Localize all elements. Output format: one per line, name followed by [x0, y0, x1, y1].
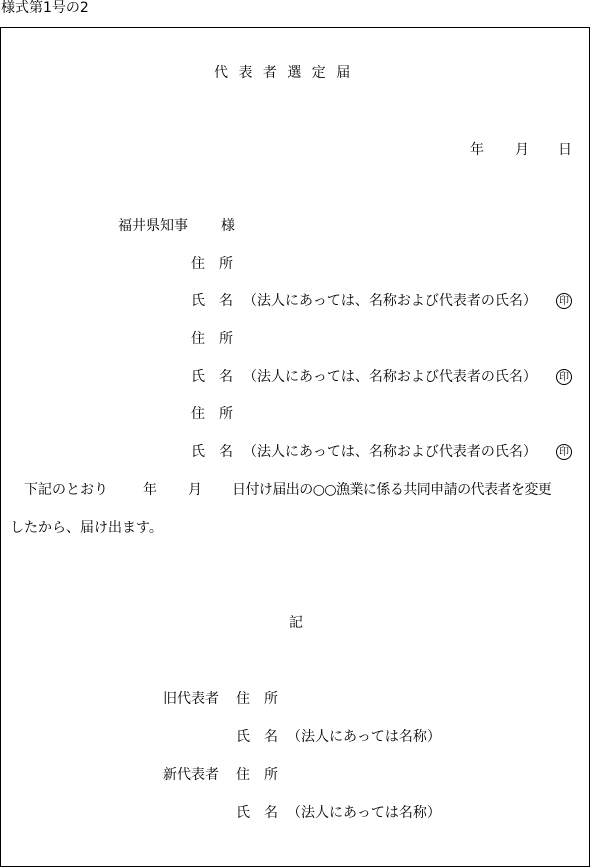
old-rep-address-label: 住 所	[236, 691, 278, 707]
applicant-2-name-note: （法人にあっては、名称および代表者の氏名）	[243, 369, 537, 385]
note-heading: 記	[289, 615, 303, 631]
addressee-honorific: 様	[221, 218, 235, 234]
new-rep-name-note: （法人にあっては名称）	[287, 805, 441, 821]
old-rep-label: 旧代表者	[163, 691, 219, 707]
body-line1-year: 年	[143, 482, 157, 498]
seal-mark: 印	[556, 369, 572, 385]
applicant-3-name-note: （法人にあっては、名称および代表者の氏名）	[243, 444, 537, 460]
date-month-label: 月	[515, 142, 529, 158]
applicant-2-name-label: 氏 名	[191, 369, 233, 385]
date-year-label: 年	[470, 142, 484, 158]
applicant-2-seal	[554, 369, 572, 385]
old-rep-name-label: 氏 名	[236, 729, 278, 745]
body-line2: したから、届け出ます。	[10, 520, 163, 536]
body-line1-intro: 下記のとおり	[24, 482, 108, 498]
new-rep-address-label: 住 所	[236, 767, 278, 783]
new-rep-name-label: 氏 名	[236, 805, 278, 821]
old-rep-name-note: （法人にあっては名称）	[287, 729, 441, 745]
form-number: 様式第1号の2	[1, 0, 89, 16]
applicant-1-name-note: （法人にあっては、名称および代表者の氏名）	[243, 293, 537, 309]
applicant-1-seal	[554, 293, 572, 309]
applicant-3-name-label: 氏 名	[191, 444, 233, 460]
applicant-2-address-label: 住 所	[191, 331, 233, 347]
applicant-3-seal	[554, 444, 572, 460]
seal-mark: 印	[556, 444, 572, 460]
date-day-label: 日	[558, 142, 572, 158]
form-title: 代 表 者 選 定 届	[214, 65, 354, 81]
new-rep-label: 新代表者	[163, 767, 219, 783]
applicant-3-address-label: 住 所	[191, 406, 233, 422]
applicant-1-name-label: 氏 名	[191, 293, 233, 309]
seal-mark: 印	[556, 293, 572, 309]
body-line1-text: 日付け届出の○○漁業に係る共同申請の代表者を変更	[232, 482, 552, 498]
applicant-1-address-label: 住 所	[191, 256, 233, 272]
addressee-name: 福井県知事	[118, 218, 188, 234]
body-line1-month: 月	[188, 482, 202, 498]
